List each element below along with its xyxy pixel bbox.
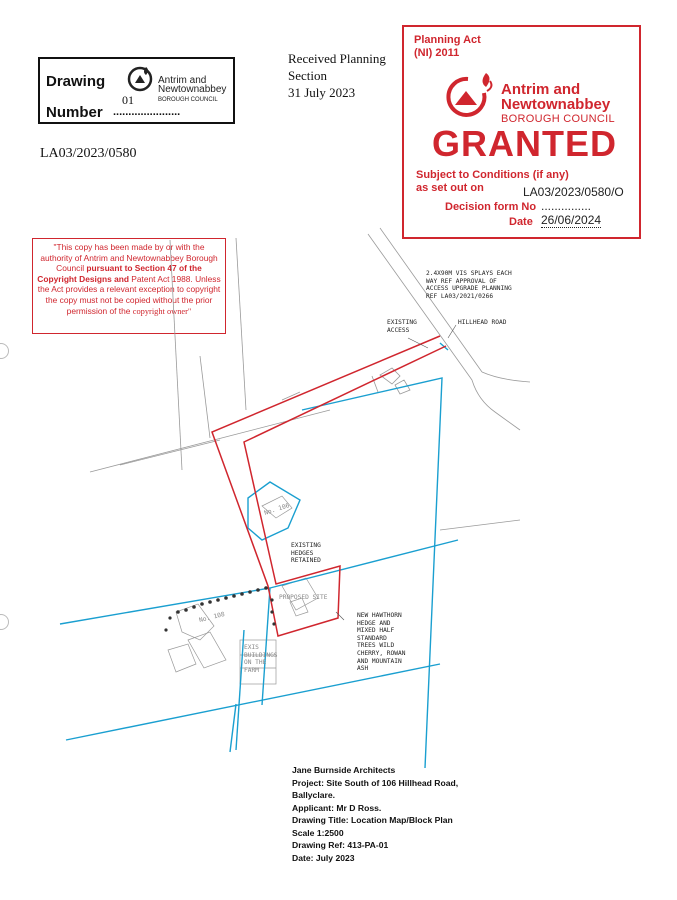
conditions-line2: as set out on — [416, 182, 484, 194]
received-date: 31 July 2023 — [288, 85, 356, 100]
act-line2: (NI) 2011 — [414, 47, 460, 59]
number-label: Number — [46, 104, 103, 121]
road-name-label: HILLHEAD ROAD — [458, 319, 507, 326]
application-reference: LA03/2023/0580 — [40, 146, 137, 161]
act-line1: Planning Act — [414, 34, 481, 46]
decision-form-label: Decision form No — [445, 201, 537, 213]
hedge-markers — [164, 586, 275, 631]
drawing-number: 01 — [122, 93, 134, 107]
site-boundary — [212, 336, 446, 636]
title-block — [292, 764, 458, 864]
received-line2: Section — [288, 68, 327, 83]
proposed-site-label: PROPOSED SITE — [279, 594, 328, 601]
architect-name: Jane Burnside Architects — [292, 765, 396, 775]
scale-line: Scale 1:2500 — [292, 827, 344, 838]
drawing-title-line: Drawing Title: Location Map/Block Plan — [292, 815, 453, 825]
vis-splay-note: 2.4X90M VIS SPLAYS EACH WAY REF APPROVAL OF ACCESS UPGRADE PLANNING REF LA03/2021/0266 — [426, 270, 512, 300]
existing-hedges-label: EXISTING HEDGES RETAINED — [291, 542, 321, 565]
project-town: Ballyclare. — [292, 790, 335, 800]
stamp-reference: LA03/2023/0580/O — [523, 185, 624, 199]
received-line1: Received Planning — [288, 51, 386, 66]
project-line: Project: Site South of 106 Hillhead Road, — [292, 777, 459, 788]
drawing-ref-line: Drawing Ref: 413-PA-01 — [292, 840, 389, 850]
copyright-text-2: Patent Act 1988. Unless the Act provides a relevant exception to copyright the copy must not be copied without the prior permission of the — [37, 273, 221, 316]
applicant-line: Applicant: Mr D Ross. — [292, 802, 382, 813]
hedge-planting-note: NEW HAWTHORN HEDGE AND MIXED HALF STANDARD TREES WILD CHERRY, ROWAN AND MOUNTAIN ASH — [357, 612, 406, 673]
date-label: Date — [509, 216, 533, 228]
farm-buildings-label: EXIS BUILDINGS ON THE FARM — [244, 644, 278, 674]
copyright-text-end: copyright owner" — [132, 306, 192, 316]
council-line3: BOROUGH COUNCIL — [158, 97, 218, 103]
stamp-brand-line2: Newtownabbey — [501, 96, 611, 113]
stamp-brand-line3: BOROUGH COUNCIL — [501, 113, 615, 125]
stamp-brand-line1: Antrim and — [501, 81, 581, 98]
granted-status: GRANTED — [432, 123, 617, 164]
council-line1: Antrim and — [158, 75, 207, 86]
existing-access-label: EXISTING ACCESS — [387, 319, 417, 334]
copyright-text-1: "This copy has been made by or with the authority of Antrim and Newtownabbey Borough Council — [40, 242, 218, 274]
ownership-boundary — [60, 343, 458, 768]
council-line2: Newtownabbey — [158, 84, 227, 95]
copyright-text-bold: pursuant to Section 47 of the Copyright Designs and — [37, 263, 202, 284]
date-line: Date: July 2023 — [292, 852, 355, 863]
decision-form-value: ............... — [541, 199, 592, 213]
house-108-label: No. 108 — [198, 610, 226, 625]
number-dots: ...................... — [113, 106, 181, 118]
drawing-label: Drawing — [46, 73, 106, 90]
conditions-line1: Subject to Conditions (if any) — [416, 169, 569, 181]
decision-date: 26/06/2024 — [541, 213, 602, 227]
house-106-label: No. 106 — [263, 502, 291, 517]
